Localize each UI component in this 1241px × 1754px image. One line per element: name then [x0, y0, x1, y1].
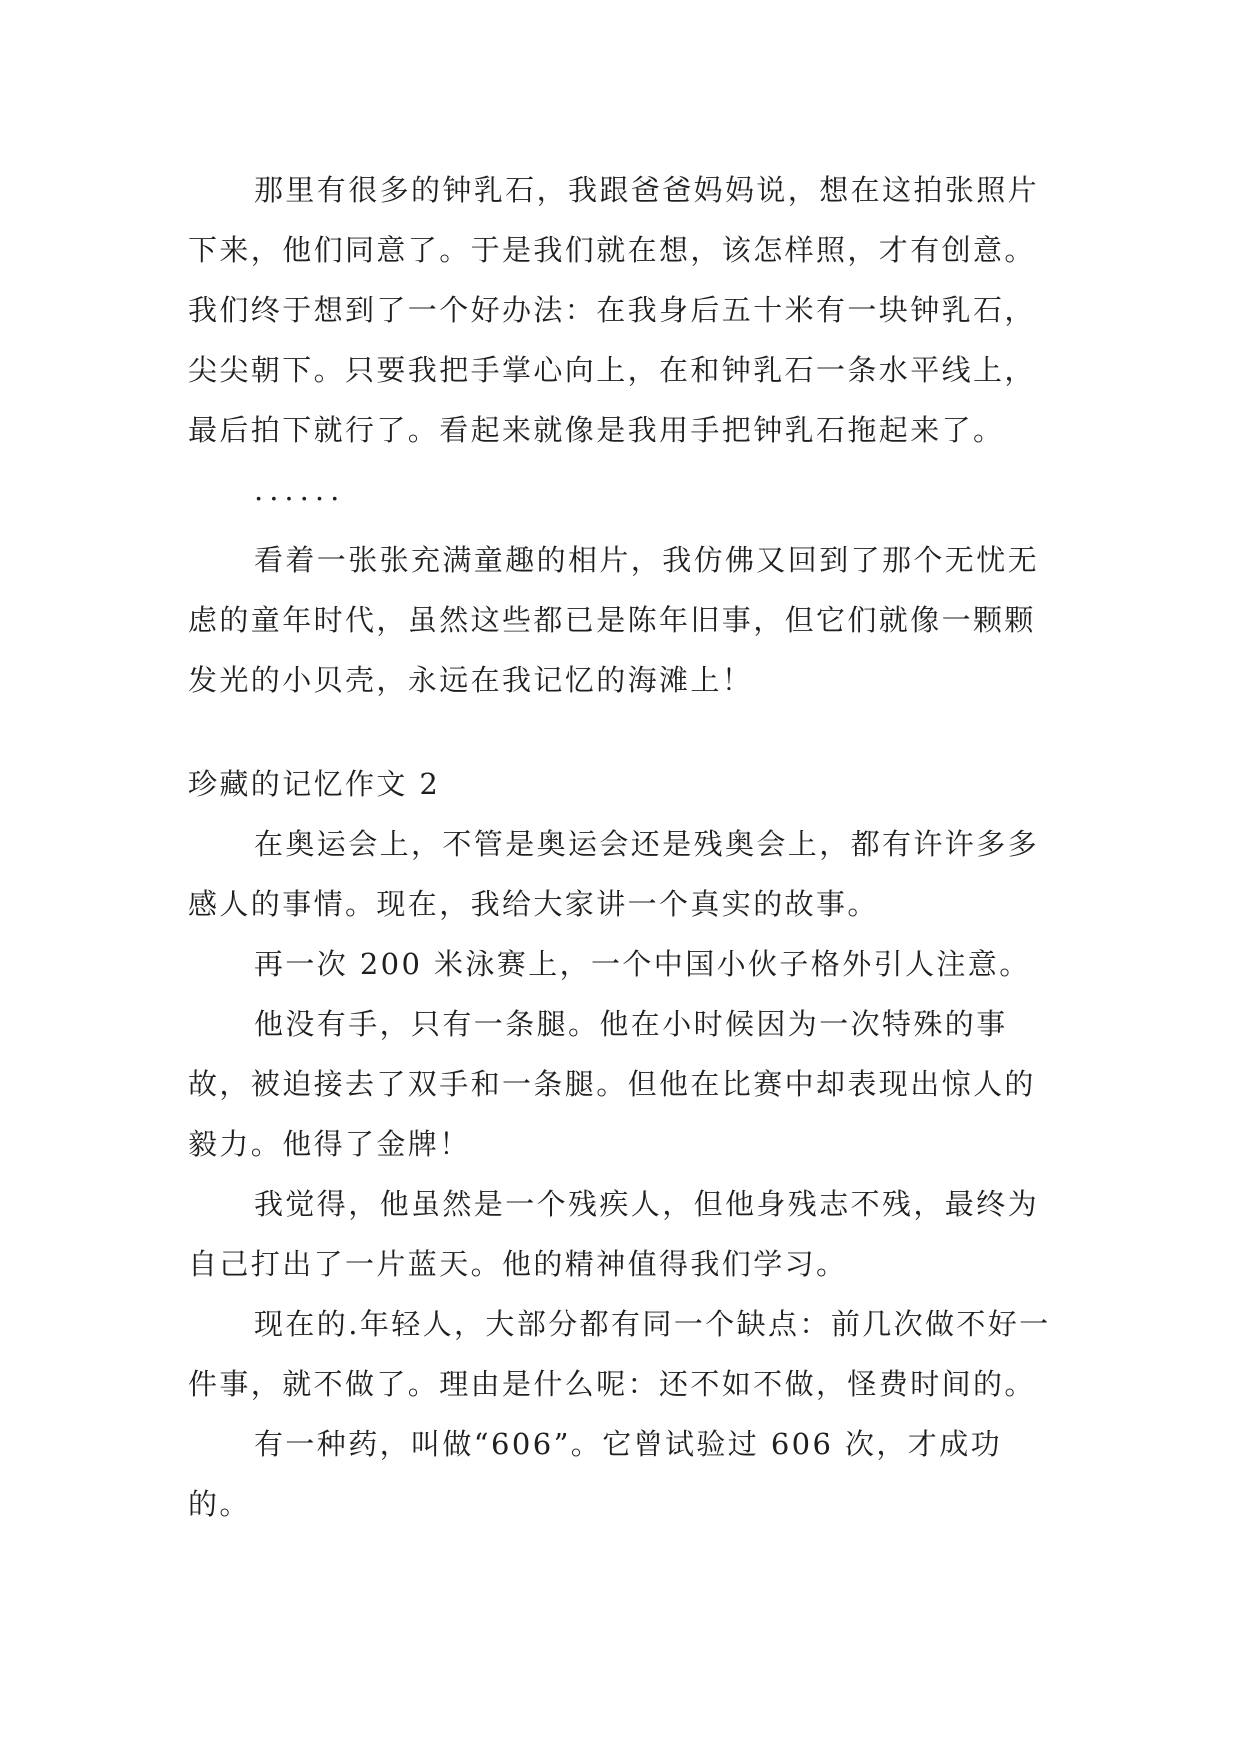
ellipsis-separator: ...... — [254, 473, 346, 507]
paragraph-olympics-intro: 在奥运会上，不管是奥运会还是残奥会上，都有许许多多感人的事情。现在，我给大家讲一个真实的故事。 — [188, 827, 1040, 921]
paragraph-stalactite-photo: 那里有很多的钟乳石，我跟爸爸妈妈说，想在这拍张照片下来，他们同意了。于是我们就在想，该怎样照，才有创意。我们终于想到了一个好办法：在我身后五十米有一块钟乳石，尖尖朝下。只要我把手掌心向上，在和钟乳石一条水平线上，最后拍下就行了。看起来就像是我用手把钟乳石拖起来了。 — [188, 173, 1040, 447]
paragraph-medicine-606: 有一种药，叫做“606”。它曾试验过 606 次，才成功的。 — [188, 1427, 1002, 1521]
paragraph-young-people: 现在的.年轻人，大部分都有同一个缺点：前几次做不好一件事，就不做了。理由是什么呢：还不如不做，怪费时间的。 — [188, 1307, 1051, 1401]
paragraph-athlete-story: 他没有手，只有一条腿。他在小时候因为一次特殊的事故，被迫接去了双手和一条腿。但他在比赛中却表现出惊人的毅力。他得了金牌！ — [188, 1007, 1036, 1161]
paragraph-swimming-race: 再一次 200 米泳赛上，一个中国小伙子格外引人注意。 — [254, 947, 1031, 981]
paragraph-athlete-spirit: 我觉得，他虽然是一个残疾人，但他身残志不残，最终为自己打出了一片蓝天。他的精神值得我们学习。 — [188, 1187, 1040, 1281]
document-body — [188, 160, 1054, 1534]
section-heading: 珍藏的记忆作文 2 — [188, 767, 441, 801]
paragraph-childhood-memories: 看着一张张充满童趣的相片，我仿佛又回到了那个无忧无虑的童年时代，虽然这些都已是陈年旧事，但它们就像一颗颗发光的小贝壳，永远在我记忆的海滩上！ — [188, 543, 1040, 697]
